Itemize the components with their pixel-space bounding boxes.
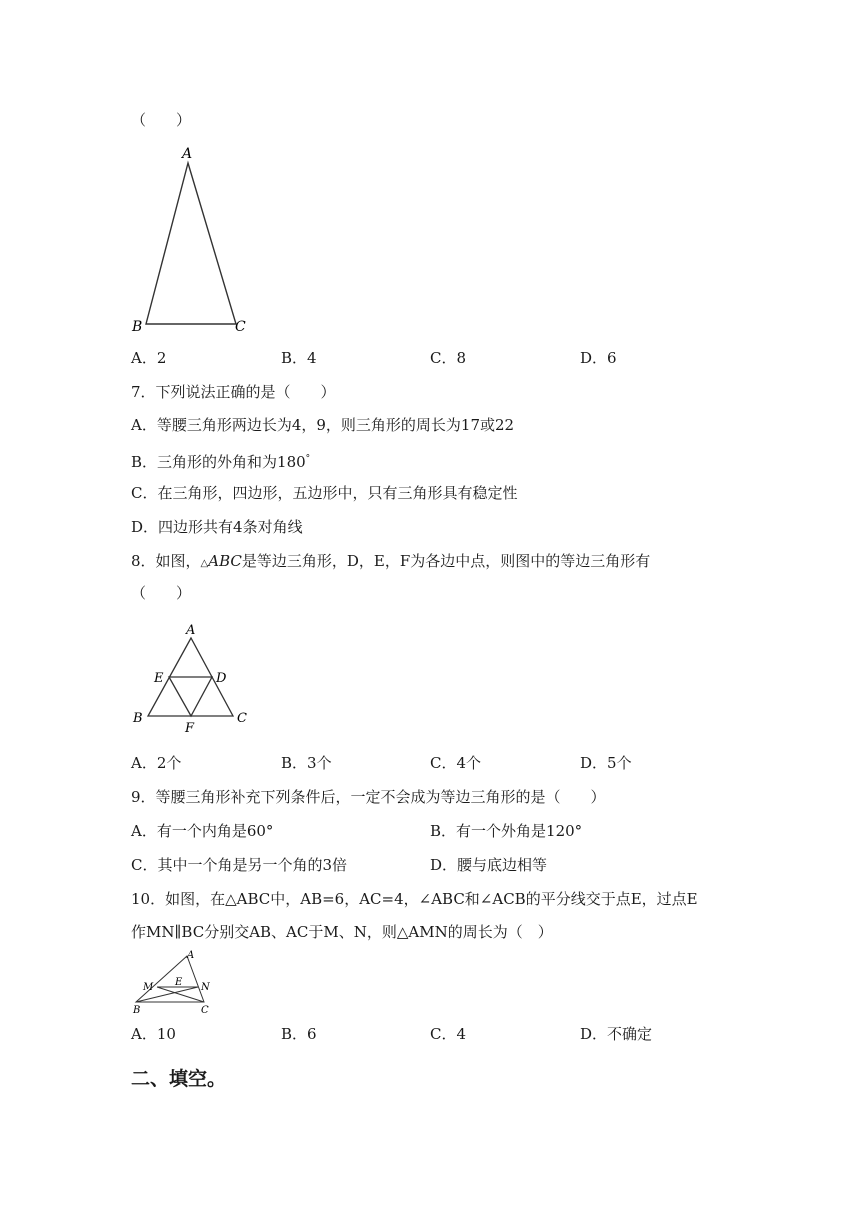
q8-stem-prefix: 8．如图， (131, 552, 201, 570)
q8-paren: （ ） (131, 584, 192, 602)
q9-option-c[interactable]: C．其中一个角是另一个角的3倍 (131, 856, 348, 874)
q6-option-c[interactable]: C．8 (430, 349, 467, 367)
q6-option-d[interactable]: D．6 (580, 349, 617, 367)
q10-option-c[interactable]: C．4 (430, 1025, 467, 1043)
q9-stem: 9．等腰三角形补充下列条件后，一定不会成为等边三角形的是（ ） (131, 788, 606, 806)
q9-option-d[interactable]: D．腰与底边相等 (430, 856, 548, 874)
q7-stem: 7．下列说法正确的是（ ） (131, 383, 336, 401)
q8-label-c: C (237, 711, 247, 726)
q6-option-b[interactable]: B．4 (281, 349, 317, 367)
q6-label-a: A (182, 146, 193, 162)
q8-option-b[interactable]: B．3个 (281, 754, 332, 772)
q10-label-c: C (201, 1005, 209, 1016)
q10-stem-line2: 作MN∥BC分别交AB、AC于M、N，则△AMN的周长为（ ） (131, 923, 553, 941)
triangle-symbol: △ (200, 558, 209, 569)
q8-option-d[interactable]: D．5个 (580, 754, 632, 772)
q7-option-b[interactable] (131, 449, 310, 472)
q10-label-a: A (187, 950, 195, 961)
q8-stem (131, 551, 650, 574)
q6-option-a[interactable]: A．2 (131, 349, 167, 367)
q6-paren: （ ） (131, 111, 192, 129)
q8-label-d: D (216, 671, 227, 686)
q6-figure (130, 145, 250, 335)
q6-label-b: B (132, 319, 143, 335)
q8-option-a[interactable]: A．2个 (131, 754, 182, 772)
degree-mark: ° (305, 454, 311, 464)
q8-label-e: E (154, 671, 164, 686)
q8-stem-suffix: 是等边三角形，D，E，F为各边中点，则图中的等边三角形有 (241, 552, 651, 570)
q10-label-m: M (143, 982, 154, 993)
q10-label-b: B (133, 1005, 141, 1016)
q8-label-b: B (133, 711, 143, 726)
q10-figure (132, 950, 222, 1020)
q7-option-c[interactable]: C．在三角形，四边形，五边形中，只有三角形具有稳定性 (131, 484, 518, 502)
q10-label-n: N (201, 982, 210, 993)
q6-label-c: C (235, 319, 246, 335)
q10-option-a[interactable]: A．10 (131, 1025, 176, 1043)
q8-label-a: A (186, 623, 196, 638)
q7-option-b-text: B．三角形的外角和为180 (131, 453, 306, 471)
section-heading: 二、填空。 (131, 1068, 227, 1090)
q8-figure (130, 620, 260, 735)
q8-triangle-name: ABC (208, 552, 242, 570)
q8-option-c[interactable]: C．4个 (430, 754, 482, 772)
q10-option-d[interactable]: D．不确定 (580, 1025, 653, 1043)
q10-label-e: E (175, 977, 183, 988)
q10-stem-line1: 10．如图，在△ABC中，AB=6，AC=4，∠ABC和∠ACB的平分线交于点E，过点E (131, 890, 698, 908)
q9-option-a[interactable]: A．有一个内角是60° (131, 822, 274, 840)
q10-option-b[interactable]: B．6 (281, 1025, 317, 1043)
q9-option-b[interactable]: B．有一个外角是120° (430, 822, 583, 840)
q7-option-d[interactable]: D．四边形共有4条对角线 (131, 518, 303, 536)
q7-option-a[interactable]: A．等腰三角形两边长为4，9，则三角形的周长为17或22 (131, 416, 515, 434)
q8-label-f: F (185, 721, 195, 736)
